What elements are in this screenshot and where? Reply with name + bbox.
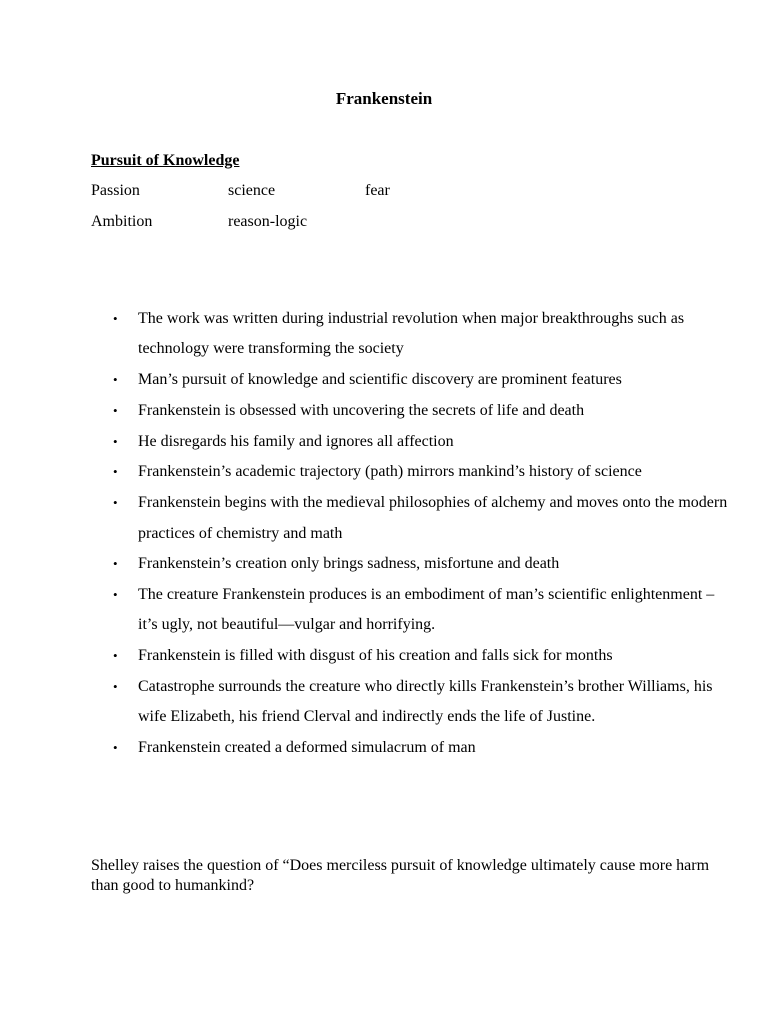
list-item-text: The creature Frankenstein produces is an embodiment of man’s scientific enlightenment – it’s ugly, not beautiful—vulgar and horrifying. — [138, 586, 715, 634]
conclusion-paragraph: Shelley raises the question of “Does merciless pursuit of knowledge ultimately cause more harm than good to humankind? — [91, 857, 710, 894]
list-item-text: Frankenstein’s academic trajectory (path) mirrors mankind’s history of science — [138, 463, 642, 481]
keyword: science — [228, 182, 276, 199]
bullet-icon: • — [113, 495, 118, 511]
list-item-text: Man’s pursuit of knowledge and scientific discovery are prominent features — [138, 371, 622, 389]
bullet-icon: • — [113, 648, 118, 664]
list-item-text: The work was written during industrial revolution when major breakthroughs such as technology were transforming the society — [138, 310, 685, 358]
list-item — [0, 672, 768, 733]
list-item — [0, 549, 768, 579]
list-item — [0, 733, 768, 763]
keyword: Passion — [91, 182, 140, 199]
list-item-text: He disregards his family and ignores all affection — [138, 432, 454, 450]
bullet-icon: • — [113, 402, 118, 418]
list-item — [0, 580, 768, 641]
bullet-icon: • — [113, 464, 118, 480]
bullet-icon: • — [113, 587, 118, 603]
document-title: Frankenstein — [335, 89, 433, 108]
bullet-icon: • — [113, 679, 118, 695]
keyword-row — [91, 212, 691, 232]
list-item — [0, 641, 768, 671]
list-item — [0, 427, 768, 457]
bullet-icon: • — [113, 556, 118, 572]
keyword: Ambition — [91, 213, 153, 230]
list-item-text: Frankenstein created a deformed simulacrum of man — [138, 739, 476, 757]
bullet-icon: • — [113, 740, 118, 756]
bullet-icon: • — [113, 372, 118, 388]
list-item — [0, 396, 768, 426]
list-item-text: Frankenstein begins with the medieval philosophies of alchemy and moves onto the modern practices of chemistry and math — [138, 494, 728, 542]
list-item — [0, 457, 768, 487]
bullet-list — [0, 304, 768, 764]
list-item-text: Frankenstein is filled with disgust of his creation and falls sick for months — [138, 647, 613, 665]
list-item-text: Frankenstein’s creation only brings sadness, misfortune and death — [138, 555, 560, 573]
keyword: fear — [365, 182, 390, 199]
bullet-icon: • — [113, 311, 118, 326]
keyword: reason-logic — [228, 213, 308, 230]
list-item — [0, 304, 768, 365]
section-heading: Pursuit of Knowledge — [91, 152, 240, 169]
keyword-row — [91, 181, 691, 201]
list-item — [0, 365, 768, 395]
list-item-text: Frankenstein is obsessed with uncovering the secrets of life and death — [138, 401, 585, 419]
bullet-icon: • — [113, 433, 118, 449]
list-item-text: Catastrophe surrounds the creature who directly kills Frankenstein’s brother Williams, his wife Elizabeth, his friend Clerval and indirectly ends the life of Justine. — [138, 678, 713, 726]
list-item — [0, 488, 768, 549]
